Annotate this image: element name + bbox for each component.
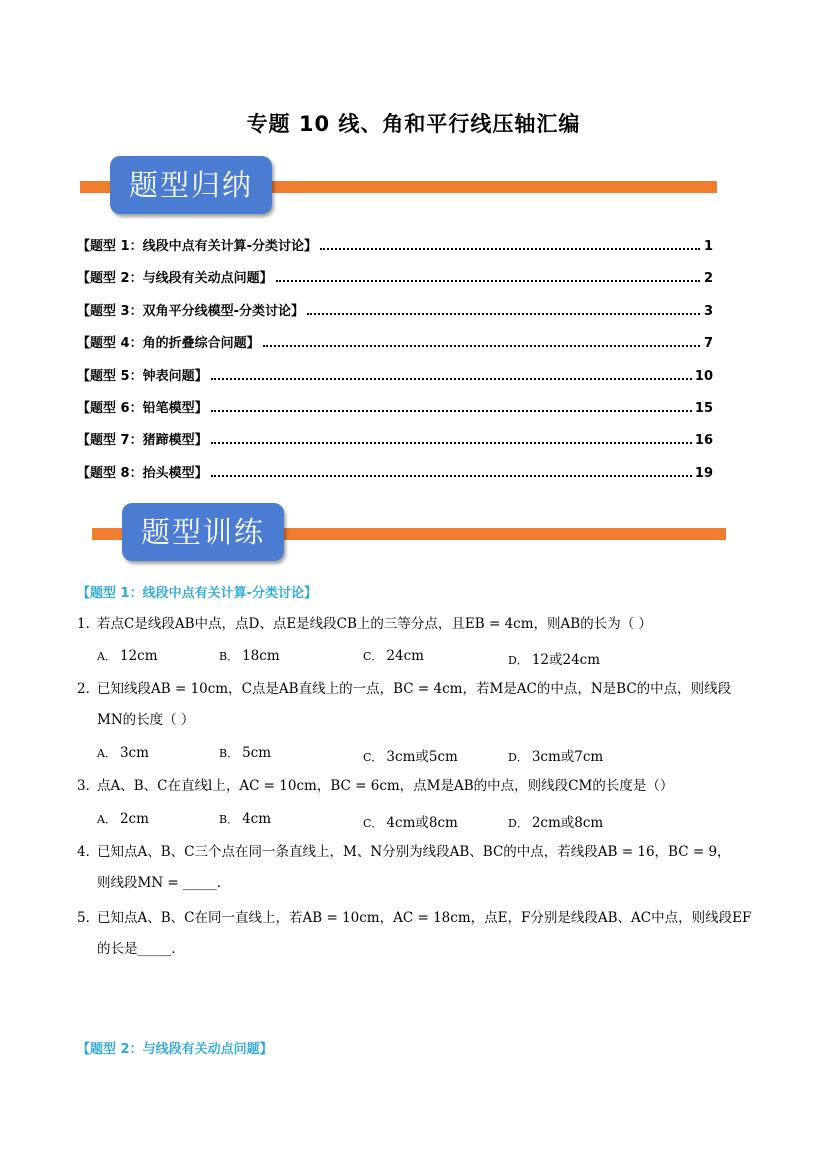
section-banner-practice [92,503,726,563]
option-c[interactable]: C． 3cm或5cm [363,749,458,765]
section-banner-summary [80,156,717,216]
toc-entry[interactable]: 【题型 4：角的折叠综合问题】 7 [77,336,713,352]
question-text: 若点C是线段AB中点，点D、点E是线段CB上的三等分点，且EB = 4cm，则AB的长为（ ） [97,616,653,632]
toc-page-number: 10 [694,368,713,384]
question-text-continued: 则线段MN = _____． [97,875,231,891]
question-text-continued: 的长是_____． [97,941,185,957]
question-2: 2．已知线段AB = 10cm，C点是AB直线上的一点，BC = 4cm，若M是AC的中点，N是BC的中点，则线段 MN的长度（ ） [77,674,757,736]
toc-page-number: 7 [703,336,713,352]
question-text: 已知点A、B、C三个点在同一条直线上，M、N分别为线段AB、BC的中点，若线段AB = 16，BC = 9， [97,844,731,860]
toc-entry[interactable]: 【题型 6：铅笔模型】 15 [77,400,713,416]
toc-entry[interactable]: 【题型 1：线段中点有关计算-分类讨论】 1 [77,239,713,254]
option-c[interactable]: C． 4cm或8cm [363,815,458,831]
toc-entry[interactable]: 【题型 5：钟表问题】 10 [77,368,713,384]
option-a[interactable]: A． 3cm [97,745,149,761]
toc-page-number: 1 [703,239,713,254]
toc-entry[interactable]: 【题型 8：抬头模型】 19 [77,465,713,481]
banner-label: 题型归纳 [110,156,272,214]
option-a[interactable]: A． 2cm [97,811,149,827]
option-b[interactable]: B． 5cm [219,745,272,761]
banner-label: 题型训练 [122,503,284,561]
toc-page-number: 15 [694,400,713,416]
option-a[interactable]: A． 12cm [97,648,158,664]
option-b[interactable]: B． 18cm [219,648,280,664]
section-heading: 【题型 2：与线段有关动点问题】 [77,1042,273,1057]
toc-page-number: 16 [694,433,713,449]
question-3: 3．点A、B、C在直线l上，AC = 10cm，BC = 6cm，点M是AB的中点，则线段CM的长度是（） [77,778,674,794]
option-b[interactable]: B． 4cm [219,811,272,827]
table-of-contents [77,235,713,494]
section-heading: 【题型 1：线段中点有关计算-分类讨论】 [77,586,317,601]
question-4: 4．已知点A、B、C三个点在同一条直线上，M、N分别为线段AB、BC的中点，若线段AB = 16，BC = 9， 则线段MN = _____． [77,837,757,899]
toc-page-number: 19 [694,465,713,481]
toc-page-number: 2 [703,271,713,287]
question-text: 已知点A、B、C在同一直线上，若AB = 10cm，AC = 18cm，点E，F分别是线段AB、AC中点，则线段EF [97,910,752,926]
toc-page-number: 3 [703,303,713,319]
option-c[interactable]: C． 24cm [363,648,424,664]
toc-entry[interactable]: 【题型 7：猪蹄模型】 16 [77,433,713,449]
question-text: 点A、B、C在直线l上，AC = 10cm，BC = 6cm，点M是AB的中点，则线段CM的长度是（） [97,778,674,794]
option-d[interactable]: D． 12或24cm [508,652,601,668]
question-1: 1．若点C是线段AB中点，点D、点E是线段CB上的三等分点，且EB = 4cm，则AB的长为（ ） [77,616,653,632]
option-d[interactable]: D． 2cm或8cm [508,815,604,831]
question-text-continued: MN的长度（ ） [97,712,195,728]
toc-entry[interactable]: 【题型 3：双角平分线模型-分类讨论】 3 [77,303,713,319]
page-title: 专题 10 线、角和平行线压轴汇编 [246,112,581,136]
option-d[interactable]: D． 3cm或7cm [508,749,604,765]
question-text: 已知线段AB = 10cm，C点是AB直线上的一点，BC = 4cm，若M是AC的中点，N是BC的中点，则线段 [97,681,732,697]
toc-entry[interactable]: 【题型 2：与线段有关动点问题】 2 [77,271,713,287]
question-5: 5．已知点A、B、C在同一直线上，若AB = 10cm，AC = 18cm，点E，F分别是线段AB、AC中点，则线段EF 的长是_____． [77,903,757,965]
